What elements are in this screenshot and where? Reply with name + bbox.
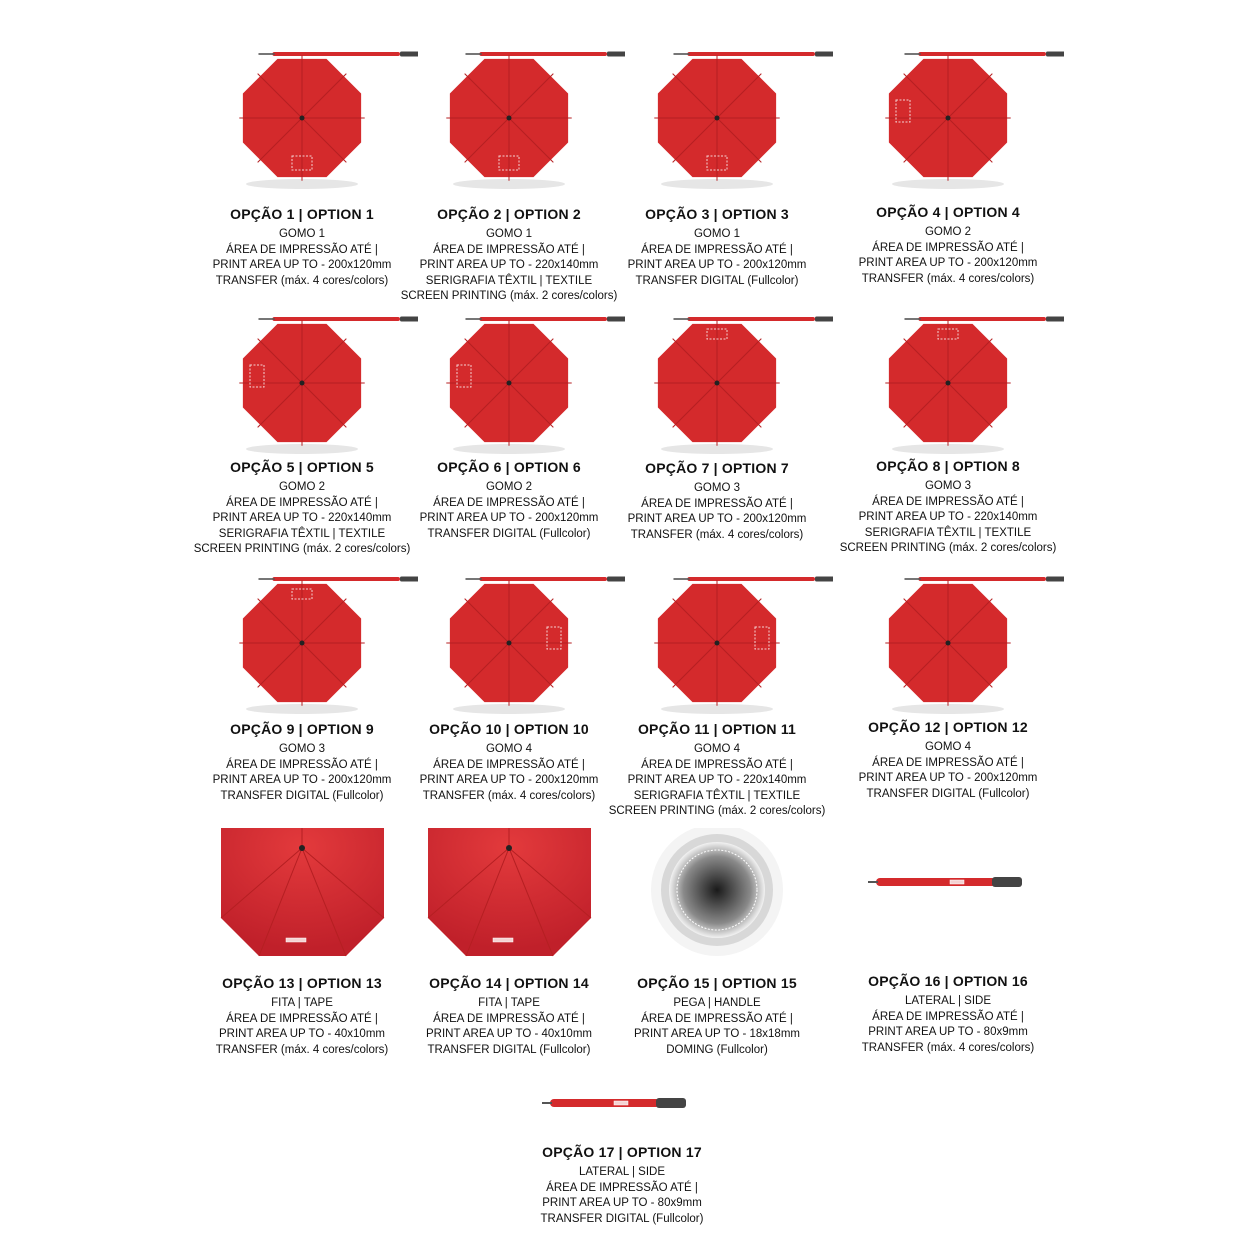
option-detail-line: TRANSFER (máx. 4 cores/colors) [422, 789, 596, 802]
option-detail-line: PRINT AREA UP TO - 200x120mm [212, 259, 392, 271]
print-option-17 [506, 1075, 738, 1227]
option-detail-line: PRINT AREA UP TO - 80x9mm [542, 1197, 702, 1209]
option-title: OPÇÃO 2 | OPTION 2 [437, 206, 581, 222]
option-detail-line: SERIGRAFIA TÊXTIL | TEXTILE [218, 527, 386, 540]
option-detail-line: TRANSFER DIGITAL (Fullcolor) [866, 787, 1030, 800]
option-detail-line: ÁREA DE IMPRESSÃO ATÉ | [641, 243, 793, 256]
umbrella-top-icon [186, 305, 418, 455]
option-detail-line: ÁREA DE IMPRESSÃO ATÉ | [226, 758, 378, 771]
umbrella-top-icon [393, 565, 625, 715]
umbrella-top-icon [186, 40, 418, 190]
print-option-4 [832, 40, 1064, 287]
option-detail-line: TRANSFER (máx. 4 cores/colors) [861, 1041, 1035, 1054]
option-detail-line: PRINT AREA UP TO - 80x9mm [868, 1026, 1028, 1038]
print-option-15 [601, 828, 833, 1058]
print-option-16 [832, 828, 1064, 1056]
print-option-5 [186, 305, 418, 558]
option-detail-line: TRANSFER (máx. 4 cores/colors) [630, 528, 804, 541]
option-detail-line: ÁREA DE IMPRESSÃO ATÉ | [433, 243, 585, 256]
umbrella-top-icon [601, 305, 833, 455]
option-title: OPÇÃO 4 | OPTION 4 [876, 204, 1020, 220]
option-detail-line: TRANSFER DIGITAL (Fullcolor) [427, 1043, 591, 1056]
option-detail-line: SCREEN PRINTING (máx. 2 cores/colors) [193, 543, 411, 555]
option-detail-line: GOMO 2 [924, 226, 971, 238]
option-title: OPÇÃO 7 | OPTION 7 [645, 460, 789, 476]
option-title: OPÇÃO 6 | OPTION 6 [437, 459, 581, 475]
umbrella-top-icon [601, 40, 833, 190]
option-detail-line: GOMO 1 [278, 228, 325, 240]
option-details [832, 994, 1064, 1056]
option-detail-line: GOMO 4 [485, 743, 532, 755]
print-option-2 [393, 40, 625, 305]
print-option-7 [601, 305, 833, 543]
option-detail-line: ÁREA DE IMPRESSÃO ATÉ | [641, 758, 793, 771]
option-details [601, 742, 833, 820]
option-detail-line: PRINT AREA UP TO - 200x120mm [212, 774, 392, 786]
option-details [832, 740, 1064, 802]
option-detail-line: LATERAL | SIDE [578, 1166, 666, 1178]
option-detail-line: TRANSFER DIGITAL (Fullcolor) [220, 789, 384, 802]
option-details [393, 480, 625, 542]
option-detail-line: SCREEN PRINTING (máx. 2 cores/colors) [400, 290, 618, 302]
option-title: OPÇÃO 17 | OPTION 17 [542, 1144, 702, 1160]
option-details [601, 996, 833, 1058]
print-option-14 [393, 828, 625, 1058]
option-detail-line: FITA | TAPE [478, 997, 540, 1009]
option-detail-line: ÁREA DE IMPRESSÃO ATÉ | [546, 1181, 698, 1194]
umbrella-top-icon [186, 565, 418, 715]
option-detail-line: GOMO 3 [278, 743, 325, 755]
option-title: OPÇÃO 8 | OPTION 8 [876, 458, 1020, 474]
option-title: OPÇÃO 12 | OPTION 12 [868, 719, 1028, 735]
print-option-8 [832, 305, 1064, 557]
option-detail-line: SERIGRAFIA TÊXTIL | TEXTILE [425, 274, 593, 287]
option-detail-line: GOMO 2 [485, 481, 532, 493]
option-detail-line: PRINT AREA UP TO - 200x120mm [419, 774, 599, 786]
option-detail-line: SCREEN PRINTING (máx. 2 cores/colors) [608, 805, 826, 817]
option-detail-line: GOMO 3 [693, 482, 740, 494]
option-detail-line: TRANSFER DIGITAL (Fullcolor) [635, 274, 799, 287]
option-detail-line: ÁREA DE IMPRESSÃO ATÉ | [433, 758, 585, 771]
option-detail-line: PRINT AREA UP TO - 200x120mm [627, 513, 807, 525]
option-detail-line: ÁREA DE IMPRESSÃO ATÉ | [872, 495, 1024, 508]
option-detail-line: ÁREA DE IMPRESSÃO ATÉ | [872, 1010, 1024, 1023]
option-detail-line: GOMO 1 [693, 228, 740, 240]
option-detail-line: GOMO 3 [924, 480, 971, 492]
option-detail-line: FITA | TAPE [271, 997, 333, 1009]
option-detail-line: TRANSFER (máx. 4 cores/colors) [861, 272, 1035, 285]
option-detail-line: GOMO 2 [278, 481, 325, 493]
print-option-6 [393, 305, 625, 542]
print-option-13 [186, 828, 418, 1058]
option-detail-line: ÁREA DE IMPRESSÃO ATÉ | [872, 241, 1024, 254]
option-detail-line: ÁREA DE IMPRESSÃO ATÉ | [433, 1012, 585, 1025]
option-detail-line: SERIGRAFIA TÊXTIL | TEXTILE [633, 789, 801, 802]
option-details [601, 227, 833, 289]
option-detail-line: PRINT AREA UP TO - 18x18mm [634, 1028, 800, 1040]
option-detail-line: DOMING (Fullcolor) [666, 1043, 768, 1056]
option-details [601, 481, 833, 543]
option-detail-line: TRANSFER (máx. 4 cores/colors) [215, 274, 389, 287]
option-details [186, 227, 418, 289]
option-detail-line: GOMO 1 [485, 228, 532, 240]
option-title: OPÇÃO 13 | OPTION 13 [222, 975, 382, 991]
option-title: OPÇÃO 3 | OPTION 3 [645, 206, 789, 222]
option-detail-line: PRINT AREA UP TO - 40x10mm [219, 1028, 385, 1040]
print-option-12 [832, 565, 1064, 802]
option-detail-line: GOMO 4 [693, 743, 740, 755]
umbrella-top-icon [393, 40, 625, 190]
option-detail-line: TRANSFER DIGITAL (Fullcolor) [427, 527, 591, 540]
option-detail-line: ÁREA DE IMPRESSÃO ATÉ | [641, 497, 793, 510]
option-title: OPÇÃO 9 | OPTION 9 [230, 721, 374, 737]
option-detail-line: PRINT AREA UP TO - 220x140mm [212, 512, 392, 524]
option-title: OPÇÃO 5 | OPTION 5 [230, 459, 374, 475]
print-option-1 [186, 40, 418, 289]
umbrella-top-icon [832, 305, 1064, 455]
umbrella-top-icon [393, 305, 625, 455]
option-details [506, 1165, 738, 1227]
option-detail-line: PRINT AREA UP TO - 40x10mm [426, 1028, 592, 1040]
option-title: OPÇÃO 16 | OPTION 16 [868, 973, 1028, 989]
option-details [832, 225, 1064, 287]
option-detail-line: ÁREA DE IMPRESSÃO ATÉ | [872, 756, 1024, 769]
option-detail-line: ÁREA DE IMPRESSÃO ATÉ | [226, 1012, 378, 1025]
option-title: OPÇÃO 11 | OPTION 11 [637, 721, 797, 737]
closed-umbrella-icon [506, 1075, 738, 1135]
option-detail-line: ÁREA DE IMPRESSÃO ATÉ | [641, 1012, 793, 1025]
option-detail-line: PRINT AREA UP TO - 220x140mm [419, 259, 599, 271]
option-title: OPÇÃO 15 | OPTION 15 [637, 975, 797, 991]
print-option-11 [601, 565, 833, 820]
option-title: OPÇÃO 1 | OPTION 1 [230, 206, 374, 222]
option-detail-line: PRINT AREA UP TO - 200x120mm [858, 772, 1038, 784]
print-option-9 [186, 565, 418, 804]
umbrella-closeup-icon [393, 828, 625, 958]
option-details [832, 479, 1064, 557]
option-detail-line: SERIGRAFIA TÊXTIL | TEXTILE [864, 526, 1032, 539]
option-detail-line: PEGA | HANDLE [673, 997, 761, 1009]
option-details [186, 996, 418, 1058]
print-option-3 [601, 40, 833, 289]
option-title: OPÇÃO 14 | OPTION 14 [429, 975, 589, 991]
option-detail-line: PRINT AREA UP TO - 200x120mm [419, 512, 599, 524]
print-option-10 [393, 565, 625, 804]
option-detail-line: LATERAL | SIDE [904, 995, 992, 1007]
closed-umbrella-icon [832, 828, 1064, 958]
option-details [186, 742, 418, 804]
umbrella-closeup-icon [186, 828, 418, 958]
option-detail-line: PRINT AREA UP TO - 220x140mm [627, 774, 807, 786]
option-details [393, 996, 625, 1058]
handle-top-icon [601, 828, 833, 958]
option-detail-line: ÁREA DE IMPRESSÃO ATÉ | [226, 496, 378, 509]
option-title: OPÇÃO 10 | OPTION 10 [429, 721, 589, 737]
option-detail-line: ÁREA DE IMPRESSÃO ATÉ | [433, 496, 585, 509]
option-detail-line: GOMO 4 [924, 741, 971, 753]
option-detail-line: ÁREA DE IMPRESSÃO ATÉ | [226, 243, 378, 256]
option-detail-line: PRINT AREA UP TO - 220x140mm [858, 511, 1038, 523]
option-details [393, 227, 625, 305]
umbrella-top-icon [832, 40, 1064, 190]
option-details [186, 480, 418, 558]
option-detail-line: PRINT AREA UP TO - 200x120mm [627, 259, 807, 271]
option-detail-line: SCREEN PRINTING (máx. 2 cores/colors) [839, 542, 1057, 554]
umbrella-top-icon [832, 565, 1064, 715]
umbrella-top-icon [601, 565, 833, 715]
option-detail-line: TRANSFER (máx. 4 cores/colors) [215, 1043, 389, 1056]
option-detail-line: PRINT AREA UP TO - 200x120mm [858, 257, 1038, 269]
option-detail-line: TRANSFER DIGITAL (Fullcolor) [540, 1212, 704, 1225]
option-details [393, 742, 625, 804]
